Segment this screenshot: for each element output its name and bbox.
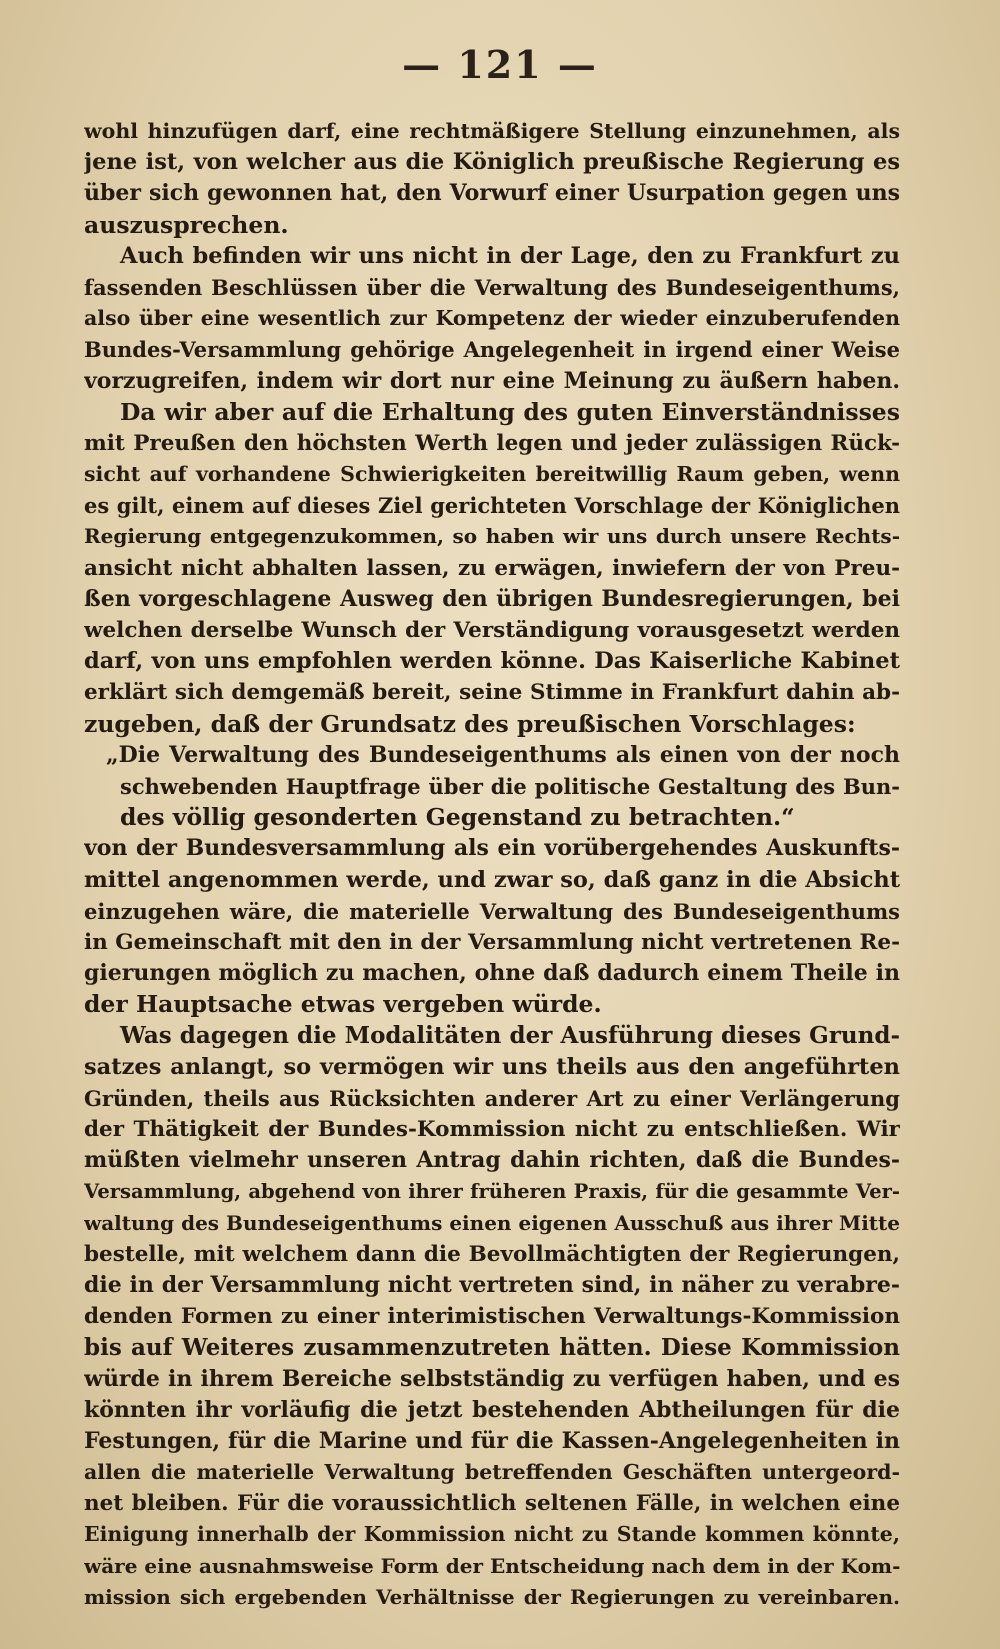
text-line: von der Bundesversammlung als ein vorübergehendes Auskunfts- — [84, 835, 900, 862]
text-line: schwebenden Hauptfrage über die politische Gestaltung des Bun- — [120, 773, 900, 799]
text-line: zugeben, daß der Grundsatz des preußischen Vorschlages: — [84, 709, 856, 738]
text-line: mission sich ergebenden Verhältnisse der Regierungen zu vereinbaren. — [84, 1584, 900, 1609]
text-line: „Die Verwaltung des Bundeseigenthums als einen von der noch — [106, 741, 900, 768]
text-line: die in der Versammlung nicht vertreten sind, in näher zu verabre- — [84, 1271, 900, 1298]
text-line: erklärt sich demgemäß bereit, seine Stimme in Frankfurt dahin ab- — [84, 680, 900, 706]
text-line: satzes anlangt, so vermögen wir uns theils aus den angeführten — [84, 1053, 900, 1080]
text-line: jene ist, von welcher aus die Königlich preußische Regierung es — [84, 149, 900, 176]
text-line: Auch befinden wir uns nicht in der Lage, den zu Frankfurt zu — [120, 242, 900, 269]
text-line: ßen vorgeschlagene Ausweg den übrigen Bundesregierungen, bei — [84, 585, 900, 612]
text-line: bestelle, mit welchem dann die Bevollmächtigten der Regierungen, — [84, 1241, 900, 1267]
text-line: mittel angenommen werde, und zwar so, daß ganz in die Absicht — [84, 866, 900, 893]
text-line: der Thätigkeit der Bundes-Kommission nicht zu entschließen. Wir — [84, 1117, 900, 1142]
text-line: Festungen, für die Marine und für die Kassen-Angelegenheiten in — [84, 1427, 900, 1454]
text-line: Einigung innerhalb der Kommission nicht zu Stande kommen könnte, — [84, 1522, 900, 1547]
text-line: also über eine wesentlich zur Kompetenz der wieder einzuberufenden — [84, 306, 900, 331]
text-line: allen die materielle Verwaltung betreffenden Geschäften untergeord- — [84, 1460, 900, 1485]
text-line: Da wir aber auf die Erhaltung des guten Einverständnisses — [120, 397, 900, 426]
text-line: vorzugreifen, indem wir dort nur eine Meinung zu äußern haben. — [84, 367, 900, 394]
text-line: sicht auf vorhandene Schwierigkeiten bereitwillig Raum geben, wenn — [84, 462, 900, 487]
text-line: wohl hinzufügen darf, eine rechtmäßigere Stellung einzunehmen, als — [84, 119, 900, 143]
text-line: darf, von uns empfohlen werden könne. Das Kaiserliche Kabinet — [84, 648, 900, 675]
text-line: über sich gewonnen hat, den Vorwurf einer Usurpation gegen uns — [84, 180, 900, 207]
text-line: denden Formen zu einer interimistischen Verwaltungs-Kommission — [84, 1304, 900, 1330]
text-line: mit Preußen den höchsten Werth legen und jeder zulässigen Rück- — [84, 430, 900, 456]
text-line: wäre eine ausnahmsweise Form der Entscheidung nach dem in der Kom- — [84, 1553, 900, 1578]
text-line: gierungen möglich zu machen, ohne daß dadurch einem Theile in — [84, 960, 900, 987]
text-line: auszusprechen. — [84, 210, 289, 239]
text-line: net bleiben. Für die voraussichtlich seltenen Fälle, in welchen eine — [84, 1491, 900, 1517]
text-line: ansicht nicht abhalten lassen, zu erwägen, inwiefern der von Preu- — [84, 555, 900, 581]
text-line: Gründen, theils aus Rücksichten anderer Art zu einer Verlängerung — [84, 1085, 900, 1111]
text-line: Regierung entgegenzukommen, so haben wir uns durch unsere Rechts- — [84, 524, 900, 549]
text-line: es gilt, einem auf dieses Ziel gerichteten Vorschlage der Königlichen — [84, 493, 900, 519]
text-line: müßten vielmehr unseren Antrag dahin richten, daß die Bundes- — [84, 1147, 900, 1174]
text-line: fassenden Beschlüssen über die Verwaltung des Bundeseigenthums, — [84, 274, 900, 300]
text-line: würde in ihrem Bereiche selbstständig zu verfügen haben, und es — [84, 1365, 900, 1392]
page-number: — 121 — — [402, 42, 598, 87]
text-line: waltung des Bundeseigenthums einen eigenen Ausschuß aus ihrer Mitte — [84, 1210, 900, 1235]
text-line: könnten ihr vorläufig die jetzt bestehenden Abtheilungen für die — [84, 1396, 900, 1423]
text-line: Bundes-Versammlung gehörige Angelegenheit in irgend einer Weise — [84, 337, 900, 363]
text-line: des völlig gesonderten Gegenstand zu betrachten.“ — [120, 803, 795, 832]
text-line: Versammlung, abgehend von ihrer früheren Praxis, für die gesammte Ver- — [84, 1180, 900, 1204]
body-text — [84, 116, 900, 1613]
text-line: der Hauptsache etwas vergeben würde. — [84, 990, 602, 1019]
text-line: bis auf Weiteres zusammenzutreten hätten. Diese Kommission — [84, 1334, 900, 1362]
text-line: Was dagegen die Modalitäten der Ausführung dieses Grund- — [120, 1022, 900, 1050]
text-line: in Gemeinschaft mit den in der Versammlung nicht vertretenen Re- — [84, 929, 900, 955]
text-line: welchen derselbe Wunsch der Verständigung vorausgesetzt werden — [84, 618, 900, 643]
text-line: einzugehen wäre, die materielle Verwaltung des Bundeseigenthums — [84, 898, 900, 924]
